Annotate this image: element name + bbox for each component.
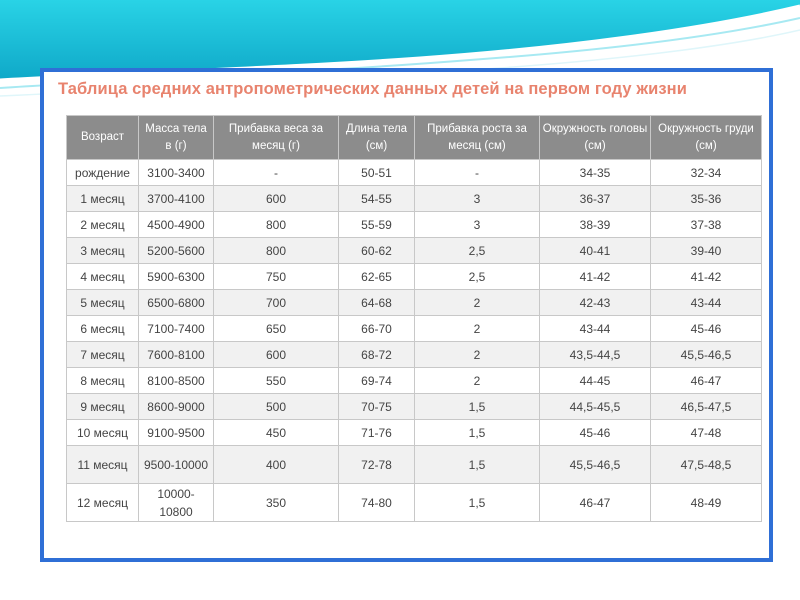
cell-head-circumference: 46-47 — [540, 484, 651, 522]
cell-chest-circumference: 37-38 — [651, 212, 762, 238]
cell-length-gain: 2 — [415, 290, 540, 316]
cell-chest-circumference: 43-44 — [651, 290, 762, 316]
table-row — [67, 212, 762, 238]
cell-weight: 9100-9500 — [139, 420, 214, 446]
cell-weight-gain: 600 — [214, 342, 339, 368]
cell-age: 7 месяц — [67, 342, 139, 368]
cell-weight-gain: 350 — [214, 484, 339, 522]
cell-chest-circumference: 45-46 — [651, 316, 762, 342]
cell-length: 62-65 — [339, 264, 415, 290]
cell-length-gain: 2,5 — [415, 264, 540, 290]
cell-length-gain: 1,5 — [415, 420, 540, 446]
cell-head-circumference: 42-43 — [540, 290, 651, 316]
cell-weight-gain: 800 — [214, 212, 339, 238]
cell-length-gain: 1,5 — [415, 394, 540, 420]
cell-head-circumference: 44,5-45,5 — [540, 394, 651, 420]
cell-weight: 3100-3400 — [139, 160, 214, 186]
cell-head-circumference: 45,5-46,5 — [540, 446, 651, 484]
content-frame — [40, 68, 773, 562]
cell-chest-circumference: 47,5-48,5 — [651, 446, 762, 484]
cell-length: 60-62 — [339, 238, 415, 264]
cell-chest-circumference: 46,5-47,5 — [651, 394, 762, 420]
column-header-weight: Масса тела в (г) — [139, 116, 214, 160]
table-title: Таблица средних антропометрических данных детей на первом году жизни — [58, 80, 687, 98]
cell-head-circumference: 43-44 — [540, 316, 651, 342]
column-header-weight-gain: Прибавка веса за месяц (г) — [214, 116, 339, 160]
anthropometric-table — [66, 115, 762, 522]
cell-age: 11 месяц — [67, 446, 139, 484]
cell-chest-circumference: 35-36 — [651, 186, 762, 212]
table-row — [67, 342, 762, 368]
cell-head-circumference: 44-45 — [540, 368, 651, 394]
cell-length-gain: 2 — [415, 342, 540, 368]
table-row — [67, 160, 762, 186]
cell-weight-gain: 450 — [214, 420, 339, 446]
cell-weight-gain: 500 — [214, 394, 339, 420]
column-header-age: Возраст — [67, 116, 139, 160]
cell-chest-circumference: 41-42 — [651, 264, 762, 290]
cell-weight-gain: 700 — [214, 290, 339, 316]
cell-weight-gain: 800 — [214, 238, 339, 264]
cell-length-gain: 2 — [415, 316, 540, 342]
cell-length-gain: - — [415, 160, 540, 186]
table-row — [67, 446, 762, 484]
cell-head-circumference: 36-37 — [540, 186, 651, 212]
table-row — [67, 394, 762, 420]
table-row — [67, 420, 762, 446]
cell-length: 69-74 — [339, 368, 415, 394]
table-row — [67, 186, 762, 212]
cell-weight-gain: 550 — [214, 368, 339, 394]
cell-age: 10 месяц — [67, 420, 139, 446]
cell-weight: 6500-6800 — [139, 290, 214, 316]
cell-length-gain: 2,5 — [415, 238, 540, 264]
cell-age: 3 месяц — [67, 238, 139, 264]
cell-weight: 7100-7400 — [139, 316, 214, 342]
cell-age: 12 месяц — [67, 484, 139, 522]
cell-chest-circumference: 46-47 — [651, 368, 762, 394]
cell-age: 8 месяц — [67, 368, 139, 394]
cell-length-gain: 3 — [415, 212, 540, 238]
column-header-head-circumference: Окружность головы (см) — [540, 116, 651, 160]
table-row — [67, 238, 762, 264]
cell-weight-gain: 600 — [214, 186, 339, 212]
cell-weight: 5900-6300 — [139, 264, 214, 290]
table-row — [67, 484, 762, 522]
cell-length: 74-80 — [339, 484, 415, 522]
cell-weight: 5200-5600 — [139, 238, 214, 264]
cell-head-circumference: 43,5-44,5 — [540, 342, 651, 368]
cell-chest-circumference: 32-34 — [651, 160, 762, 186]
cell-weight: 10000-10800 — [139, 484, 214, 522]
cell-weight: 3700-4100 — [139, 186, 214, 212]
cell-weight: 8100-8500 — [139, 368, 214, 394]
table-row — [67, 316, 762, 342]
cell-head-circumference: 41-42 — [540, 264, 651, 290]
cell-length-gain: 2 — [415, 368, 540, 394]
table-row — [67, 290, 762, 316]
cell-length-gain: 1,5 — [415, 484, 540, 522]
cell-weight: 7600-8100 — [139, 342, 214, 368]
cell-chest-circumference: 39-40 — [651, 238, 762, 264]
cell-weight-gain: - — [214, 160, 339, 186]
cell-head-circumference: 45-46 — [540, 420, 651, 446]
cell-length-gain: 3 — [415, 186, 540, 212]
cell-chest-circumference: 47-48 — [651, 420, 762, 446]
cell-age: 5 месяц — [67, 290, 139, 316]
cell-length: 54-55 — [339, 186, 415, 212]
cell-length: 66-70 — [339, 316, 415, 342]
cell-age: рождение — [67, 160, 139, 186]
column-header-length: Длина тела (см) — [339, 116, 415, 160]
cell-age: 9 месяц — [67, 394, 139, 420]
cell-weight-gain: 650 — [214, 316, 339, 342]
column-header-length-gain: Прибавка роста за месяц (см) — [415, 116, 540, 160]
cell-head-circumference: 34-35 — [540, 160, 651, 186]
cell-chest-circumference: 45,5-46,5 — [651, 342, 762, 368]
cell-head-circumference: 38-39 — [540, 212, 651, 238]
cell-length: 68-72 — [339, 342, 415, 368]
cell-length: 70-75 — [339, 394, 415, 420]
cell-age: 6 месяц — [67, 316, 139, 342]
cell-age: 2 месяц — [67, 212, 139, 238]
cell-weight: 4500-4900 — [139, 212, 214, 238]
cell-weight-gain: 400 — [214, 446, 339, 484]
cell-weight-gain: 750 — [214, 264, 339, 290]
cell-length-gain: 1,5 — [415, 446, 540, 484]
cell-age: 1 месяц — [67, 186, 139, 212]
cell-length: 72-78 — [339, 446, 415, 484]
table-row — [67, 264, 762, 290]
cell-age: 4 месяц — [67, 264, 139, 290]
table-row — [67, 368, 762, 394]
cell-length: 71-76 — [339, 420, 415, 446]
cell-weight: 9500-10000 — [139, 446, 214, 484]
table-header-row — [67, 116, 762, 160]
cell-length: 55-59 — [339, 212, 415, 238]
column-header-chest-circumference: Окружность груди (см) — [651, 116, 762, 160]
cell-chest-circumference: 48-49 — [651, 484, 762, 522]
cell-weight: 8600-9000 — [139, 394, 214, 420]
cell-length: 64-68 — [339, 290, 415, 316]
cell-length: 50-51 — [339, 160, 415, 186]
cell-head-circumference: 40-41 — [540, 238, 651, 264]
